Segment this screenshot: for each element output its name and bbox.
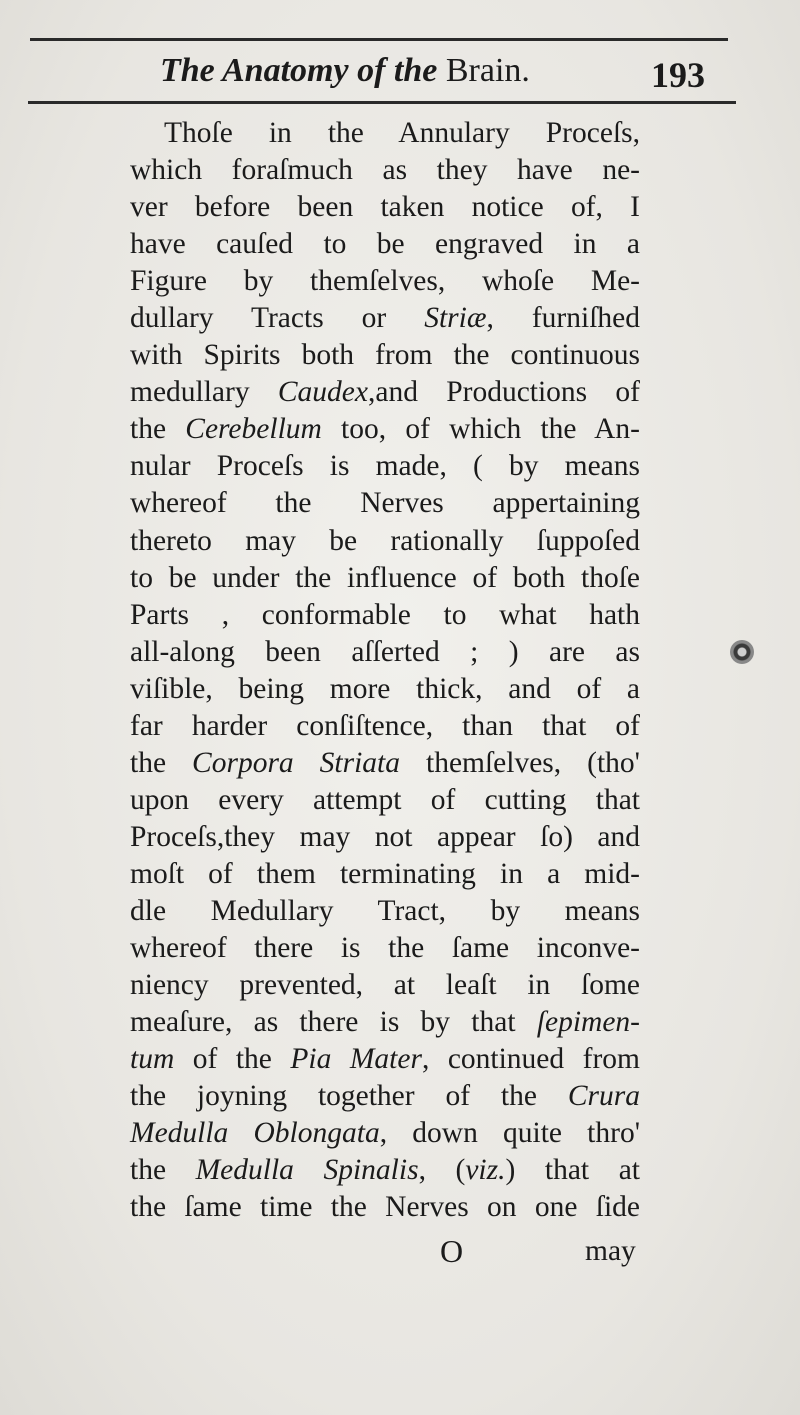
text-line xyxy=(130,1152,640,1189)
line-text: the xyxy=(130,413,186,446)
line-text: which foraſmuch as they have ne- xyxy=(130,154,640,187)
line-text: to be under the influence of both thoſe xyxy=(130,561,640,594)
italic-text: Corpora Striata xyxy=(192,746,400,779)
line-text: all-along been aſſerted ; ) are as xyxy=(130,635,640,668)
text-line xyxy=(130,560,640,597)
line-text: nular Proceſs is made, ( by means xyxy=(130,450,640,483)
line-text: the ſame time the Nerves on one ſide xyxy=(130,1191,640,1224)
text-line xyxy=(130,337,640,374)
text-line xyxy=(130,1189,640,1226)
italic-text: Striæ xyxy=(424,302,487,335)
signature-mark: O xyxy=(440,1233,464,1269)
text-line xyxy=(130,671,640,708)
text-line xyxy=(130,523,640,560)
line-text: themſelves, (tho' xyxy=(400,746,640,779)
body-text xyxy=(130,115,640,1226)
text-line xyxy=(130,930,640,967)
text-line xyxy=(130,819,640,856)
line-text: , ( xyxy=(418,1154,466,1187)
text-line xyxy=(130,226,640,263)
text-line xyxy=(130,597,640,634)
line-text: medullary xyxy=(130,376,278,409)
text-line xyxy=(130,634,640,671)
italic-text: Pia Mater xyxy=(290,1043,422,1076)
paper-blemish xyxy=(730,640,754,664)
line-text: upon every attempt of cutting that xyxy=(130,783,640,816)
line-text: niency prevented, at leaſt in ſome xyxy=(130,969,640,1002)
line-text: with Spirits both from the continuous xyxy=(130,339,640,372)
text-line xyxy=(130,1041,640,1078)
running-head-roman: Brain. xyxy=(437,52,530,89)
line-text: too, of which the An- xyxy=(321,413,641,446)
page-number: 193 xyxy=(651,55,705,95)
line-text: thereto may be rationally ſuppoſed xyxy=(130,524,640,557)
line-text: have cauſed to be engraved in a xyxy=(130,228,640,261)
text-line xyxy=(130,411,640,448)
running-head-italic: The Anatomy of the xyxy=(160,52,438,89)
text-line xyxy=(130,448,640,485)
italic-text: Medulla Spinalis xyxy=(195,1154,419,1187)
italic-text: ſepimen- xyxy=(536,1006,640,1039)
line-text: , down quite thro' xyxy=(379,1117,641,1150)
line-text: Figure by themſelves, whoſe Me- xyxy=(130,265,640,298)
line-text: the xyxy=(130,1154,196,1187)
line-text: , furniſhed xyxy=(486,302,640,335)
line-text: far harder conſiſtence, than that of xyxy=(130,709,640,742)
italic-text: tum xyxy=(130,1043,175,1076)
italic-text: Crura xyxy=(567,1080,640,1113)
line-text: dle Medullary Tract, by means xyxy=(130,894,640,927)
text-line xyxy=(130,152,640,189)
line-text: , continued from xyxy=(421,1043,640,1076)
text-line xyxy=(130,745,640,782)
line-text: the joyning together of the xyxy=(130,1080,568,1113)
line-text: ver before been taken notice of, I xyxy=(130,191,640,224)
text-line xyxy=(130,782,640,819)
text-line xyxy=(130,300,640,337)
line-text: meaſure, as there is by that xyxy=(130,1006,537,1039)
running-head xyxy=(160,46,580,96)
catchword: may xyxy=(585,1235,636,1267)
line-text: Thoſe in the Annulary Proceſs, xyxy=(164,117,640,149)
line-text: moſt of them terminating in a mid- xyxy=(130,857,640,890)
text-line xyxy=(130,1004,640,1041)
italic-text: Medulla Oblongata xyxy=(130,1117,380,1150)
text-line xyxy=(130,189,640,226)
text-line xyxy=(130,115,640,152)
text-line xyxy=(130,856,640,893)
header-rule-bottom xyxy=(28,101,736,104)
italic-text: viz. xyxy=(465,1154,506,1187)
italic-text: Caudex xyxy=(277,376,368,409)
text-line xyxy=(130,1115,640,1152)
header-rule-top xyxy=(30,38,728,41)
text-line xyxy=(130,967,640,1004)
line-text: whereof the Nerves appertaining xyxy=(130,487,640,520)
text-line xyxy=(130,1078,640,1115)
line-text: ,and Productions of xyxy=(367,376,640,409)
text-line xyxy=(130,263,640,300)
line-text: of the xyxy=(174,1043,291,1076)
line-text: Parts , conformable to what hath xyxy=(130,598,640,631)
line-text: viſible, being more thick, and of a xyxy=(130,672,640,705)
line-text: Proceſs,they may not appear ſo) and xyxy=(130,820,640,853)
text-line xyxy=(130,374,640,411)
text-line xyxy=(130,485,640,522)
line-text: ) that at xyxy=(505,1154,640,1187)
line-text: dullary Tracts or xyxy=(130,302,425,335)
text-line xyxy=(130,893,640,930)
line-text: whereof there is the ſame inconve- xyxy=(130,932,640,965)
italic-text: Cerebellum xyxy=(185,413,322,446)
text-line xyxy=(130,708,640,745)
line-text: the xyxy=(130,746,193,779)
